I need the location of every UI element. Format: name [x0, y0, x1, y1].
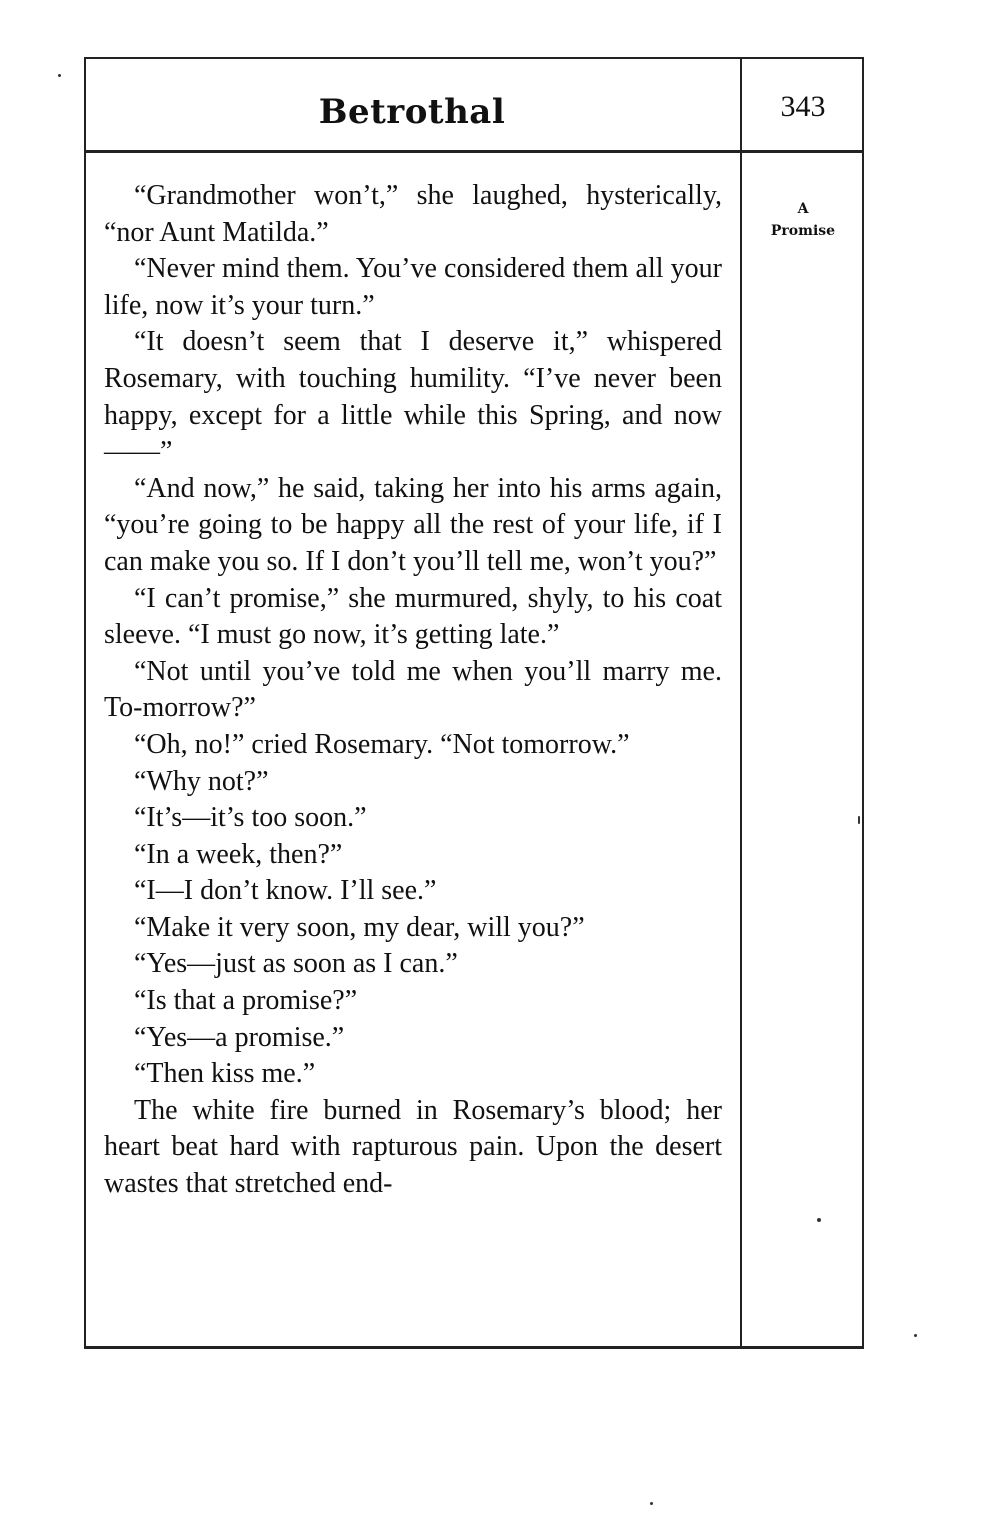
paragraph: “Grandmother won’t,” she laughed, hysterically, “nor Aunt Matilda.” [104, 180, 722, 248]
paragraph: “And now,” he said, taking her into his arms again, “you’re going to be happy all the rest of your life, if I can make you so. If I don’t you’ll tell me, won’t you?” [104, 472, 722, 577]
header-divider [84, 150, 864, 153]
paragraph: “In a week, then?” [134, 838, 343, 870]
paragraph: “Then kiss me.” [134, 1058, 316, 1090]
margin-divider [740, 57, 742, 1349]
scan-speck [914, 1334, 917, 1337]
scan-speck [858, 816, 860, 824]
scan-speck [58, 74, 61, 77]
paragraph: “Is that a promise?” [134, 985, 358, 1017]
page-number: 343 [780, 90, 826, 123]
paragraph: “Never mind them. You’ve considered them all your life, now it’s your turn.” [104, 253, 722, 321]
paragraph: “Oh, no!” cried Rosemary. “Not tomorrow.” [134, 728, 630, 760]
paragraph: “Yes—just as soon as I can.” [134, 948, 458, 980]
paragraph: The white fire burned in Rosemary’s blood; her heart beat hard with rapturous pain. Upon the desert wastes that stretched end- [104, 1094, 722, 1200]
paragraph: “I—I don’t know. I’ll see.” [134, 875, 437, 907]
paragraph: “Why not?” [134, 765, 269, 797]
running-head-title: Betrothal [318, 92, 506, 132]
margin-note [742, 198, 864, 242]
margin-note-line-2: Promise [770, 223, 836, 239]
margin-note-line-1: A [797, 201, 809, 217]
paragraph: “I can’t promise,” she murmured, shyly, to his coat sleeve. “I must go now, it’s getting late.” [104, 582, 722, 651]
paragraph: “It’s—it’s too soon.” [134, 802, 367, 834]
paragraph: “Make it very soon, my dear, will you?” [134, 911, 585, 943]
paragraph: “Not until you’ve told me when you’ll marry me. To-morrow?” [104, 655, 722, 724]
scan-speck [817, 1218, 821, 1222]
paragraph: “It doesn’t seem that I deserve it,” whispered Rosemary, with touching humility. “I’ve never been happy, except for a little while this Spring, and now——” [104, 326, 722, 468]
paragraph: “Yes—a promise.” [134, 1021, 345, 1053]
body-text [104, 178, 722, 1203]
scan-speck [650, 1502, 653, 1505]
